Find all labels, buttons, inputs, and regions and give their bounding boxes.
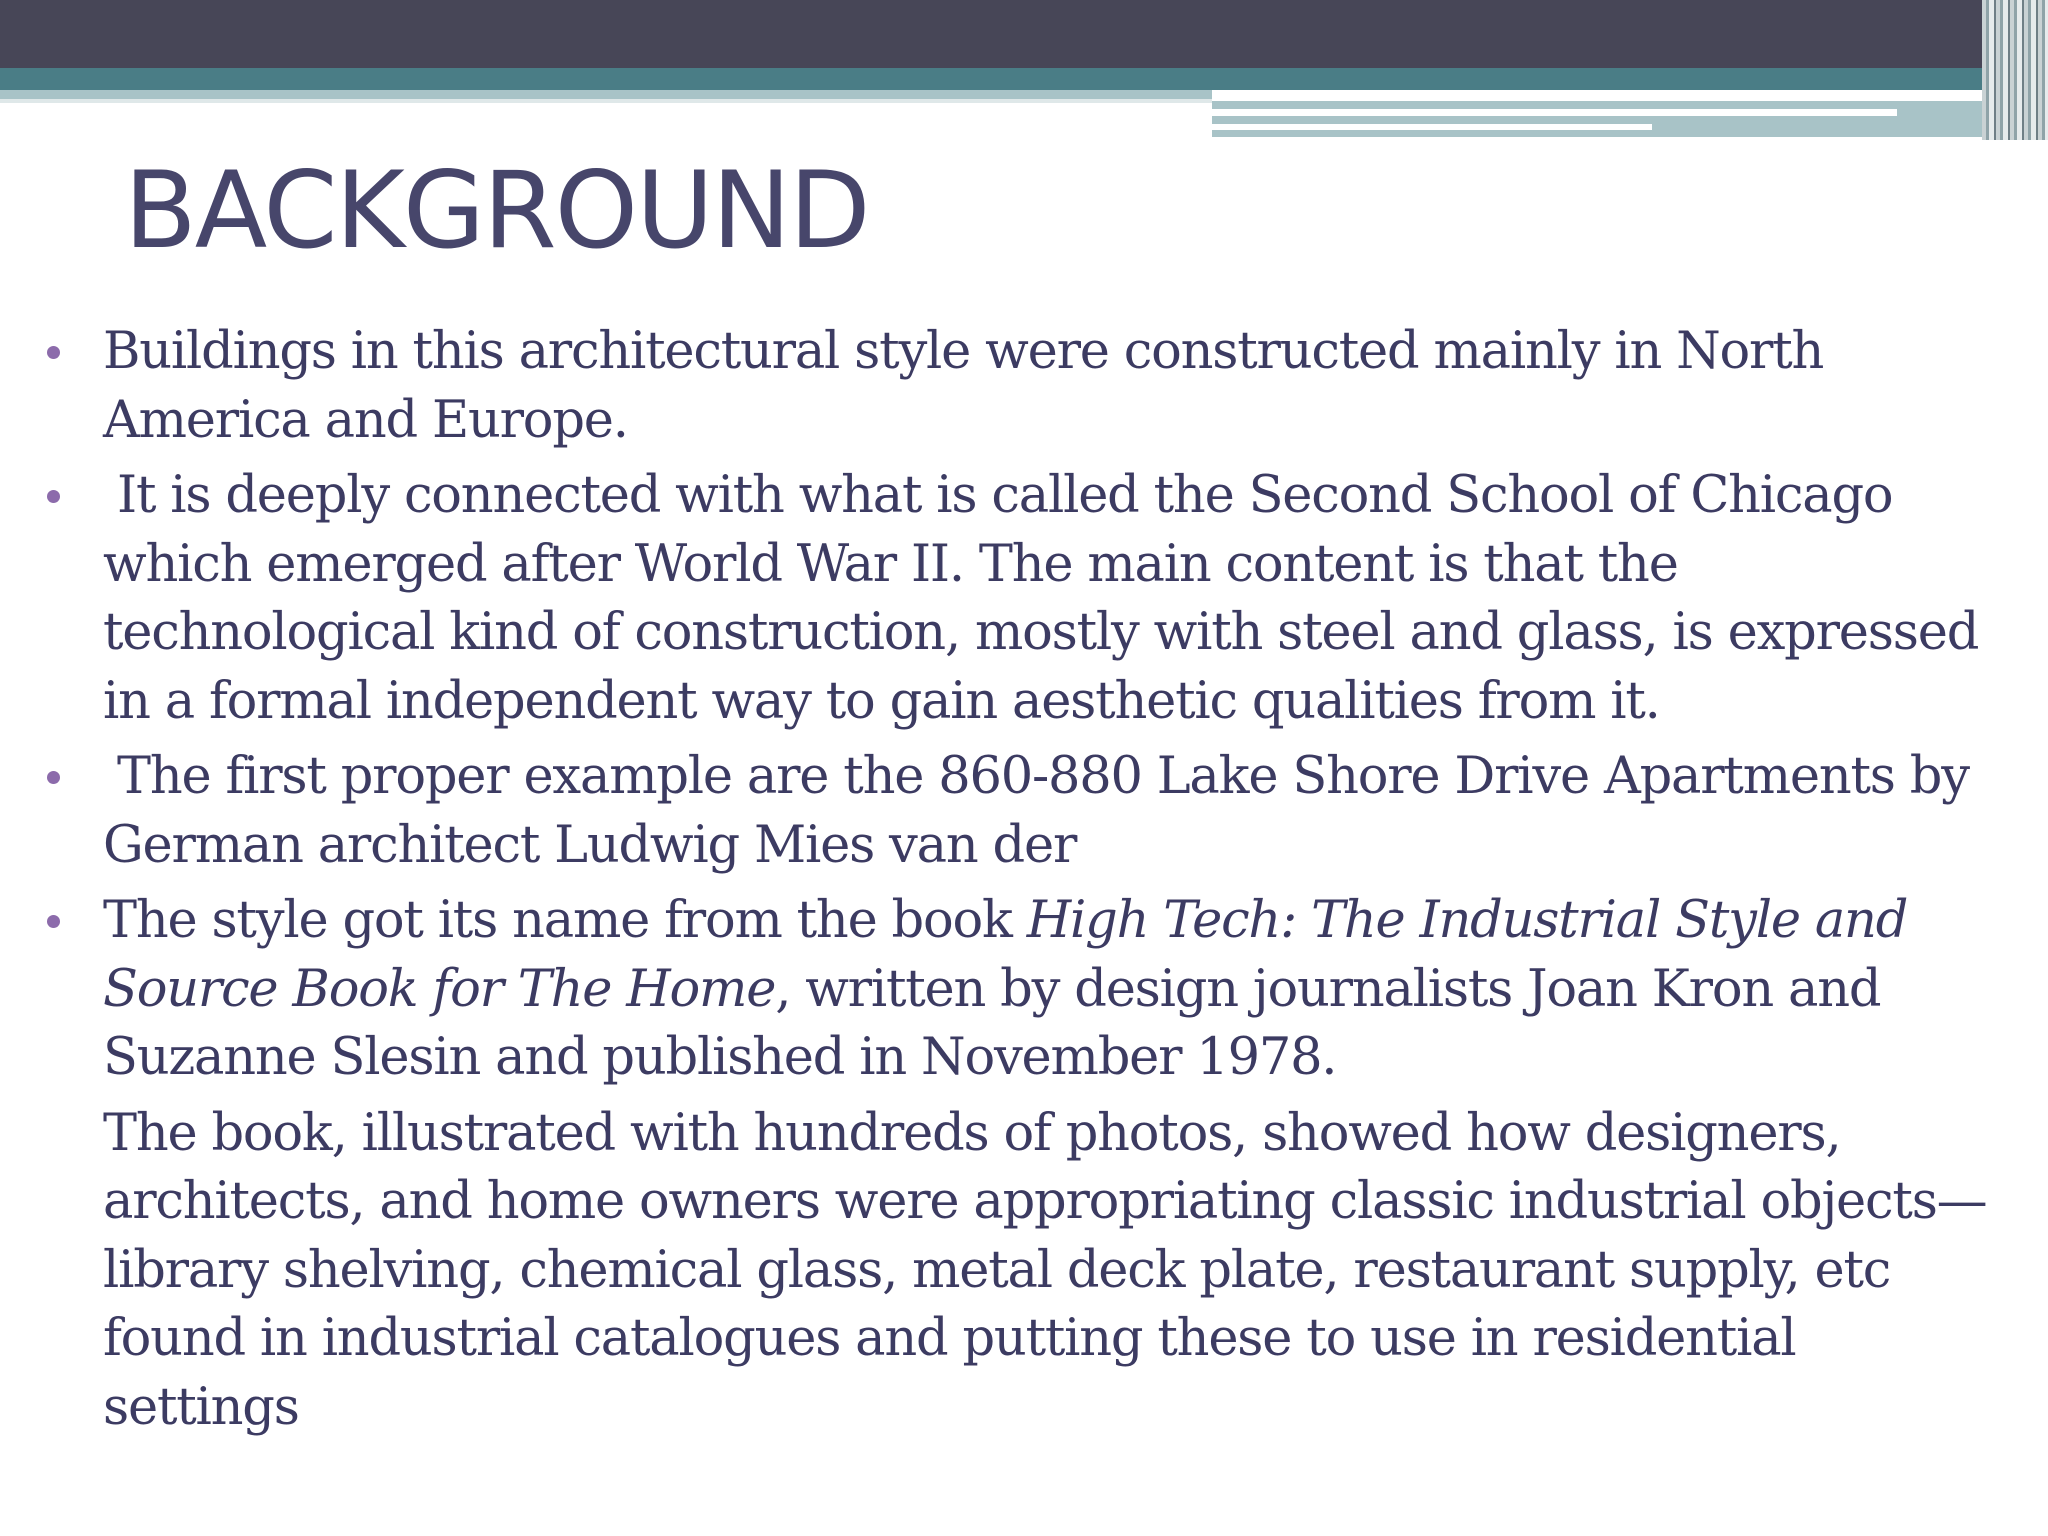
header-fade-line <box>0 99 1212 103</box>
bullet-dot <box>47 346 60 359</box>
bullet-dot <box>47 490 60 503</box>
slide-body <box>0 318 2000 1442</box>
body-paragraph: The book, illustrated with hundreds of photos, showed how designers, architects, and home owners were appropriating classic industrial objects—library shelving, chemical glass, metal deck plate, restaurant supply, etc found in industrial catalogues and putting these to use in residential settings <box>103 1103 1987 1437</box>
header-white-line-short <box>1212 124 1652 130</box>
bullet-text: It is deeply connected with what is called the Second School of Chicago which emerged after World War II. The main content is that the technological kind of construction, mostly with steel and glass, is expressed in a formal independent way to gain aesthetic qualities from it. <box>103 466 1979 731</box>
header-light-band-right <box>1212 101 1992 137</box>
bullet-item <box>0 743 2000 880</box>
bullet-item <box>0 318 2000 455</box>
slide-title: BACKGROUND <box>124 149 869 272</box>
book-title: High Tech: The Industrial Style and Source Book for The Home <box>103 891 1908 1019</box>
bullet-text: Buildings in this architectural style were constructed mainly in North America and Europe. <box>103 322 1824 450</box>
header-dark-band <box>0 0 2048 68</box>
bullet-item <box>0 462 2000 736</box>
bullet-dot <box>47 915 60 928</box>
header-teal-band <box>0 68 2048 90</box>
bullet-text-prefix: The style got its name from the book <box>103 891 1027 950</box>
bullet-text-suffix: , written by design journalists Joan Kron and Suzanne Slesin and published in November 1978. <box>103 959 1881 1087</box>
bullet-dot <box>47 771 60 784</box>
bullet-text <box>103 891 1907 1087</box>
bullet-text: The first proper example are the 860-880 Lake Shore Drive Apartments by German architect Ludwig Mies van der <box>103 747 1969 875</box>
header-light-band-left <box>0 90 1212 99</box>
header-stripes <box>1982 0 2048 140</box>
bullet-item <box>0 887 2000 1093</box>
header-white-line <box>1212 109 1897 116</box>
